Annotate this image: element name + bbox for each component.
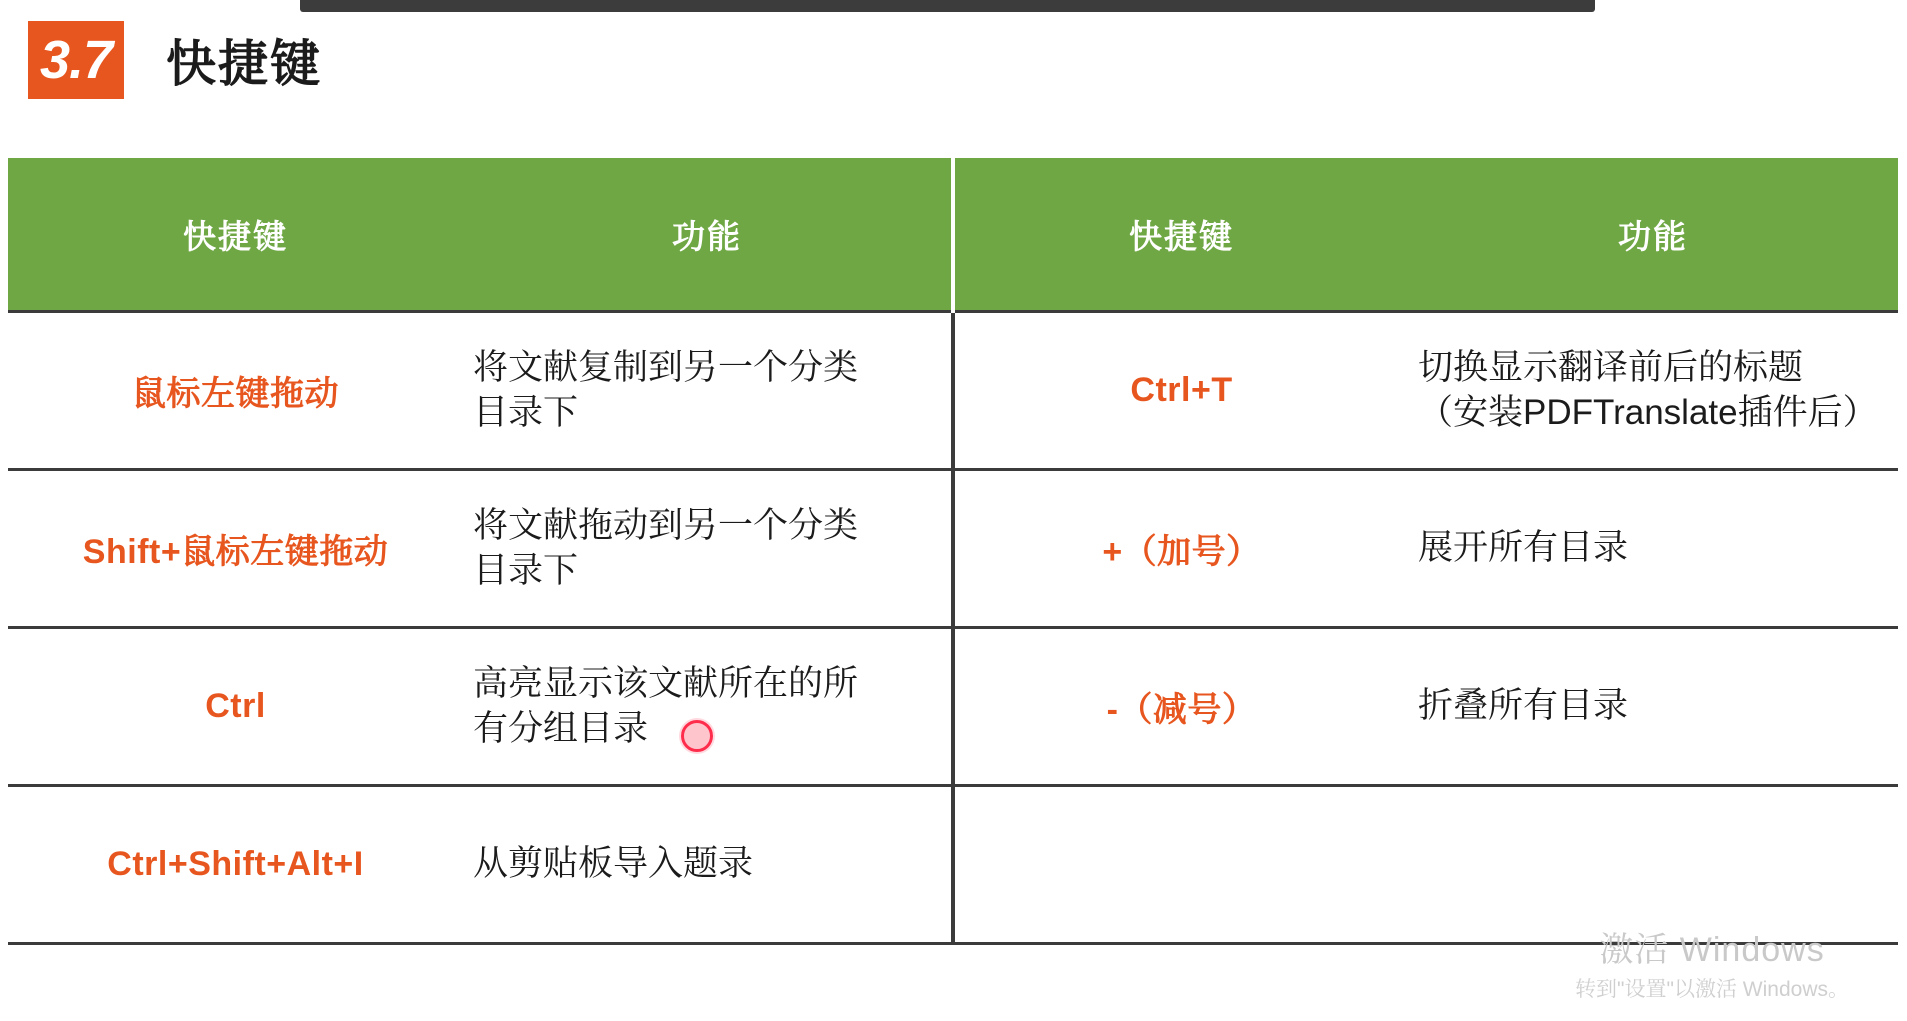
column-header-function-right: 功能 bbox=[1408, 158, 1898, 312]
column-header-function-left: 功能 bbox=[463, 158, 953, 312]
shortcuts-table bbox=[8, 158, 1898, 945]
shortcut-function bbox=[1408, 628, 1898, 786]
function-line: 折叠所有目录 bbox=[1418, 686, 1629, 726]
watermark-title: 激活 Windows bbox=[1599, 930, 1825, 969]
shortcut-function-empty bbox=[1408, 786, 1898, 944]
shortcut-key: 鼠标左键拖动 bbox=[8, 312, 463, 470]
table-row bbox=[8, 628, 1898, 786]
shortcut-key-empty bbox=[953, 786, 1408, 944]
shortcut-key: Ctrl+T bbox=[953, 312, 1408, 470]
shortcut-function bbox=[463, 628, 953, 786]
table-header-row bbox=[8, 158, 1898, 312]
shortcut-function bbox=[463, 470, 953, 628]
shortcuts-table-container bbox=[8, 158, 1898, 945]
shortcut-key: -（减号） bbox=[953, 628, 1408, 786]
watermark-subtitle: 转到"设置"以激活 Windows。 bbox=[1575, 978, 1849, 1001]
shortcut-function bbox=[1408, 312, 1898, 470]
shortcut-key: Ctrl+Shift+Alt+I bbox=[8, 786, 463, 944]
function-line: （安装PDFTranslate插件后） bbox=[1418, 392, 1878, 432]
function-line: 有分组目录 bbox=[473, 708, 649, 748]
table-row bbox=[8, 312, 1898, 470]
function-line: 从剪贴板导入题录 bbox=[473, 844, 754, 884]
slide-header bbox=[0, 14, 1907, 106]
table-header bbox=[8, 158, 1898, 312]
function-line: 目录下 bbox=[473, 550, 579, 590]
windows-activation-watermark bbox=[1575, 932, 1849, 1003]
shortcut-function bbox=[463, 786, 953, 944]
function-line: 切换显示翻译前后的标题 bbox=[1418, 348, 1804, 388]
section-number-badge: 3.7 bbox=[28, 21, 124, 99]
shortcut-key: Shift+鼠标左键拖动 bbox=[8, 470, 463, 628]
function-line: 将文献拖动到另一个分类 bbox=[473, 506, 859, 546]
function-line: 将文献复制到另一个分类 bbox=[473, 348, 859, 388]
function-line: 展开所有目录 bbox=[1418, 528, 1629, 568]
table-body bbox=[8, 312, 1898, 944]
cursor-highlight-dot bbox=[681, 720, 713, 752]
function-line: 高亮显示该文献所在的所 bbox=[473, 664, 859, 704]
shortcut-key: +（加号） bbox=[953, 470, 1408, 628]
column-header-shortcut-right: 快捷键 bbox=[953, 158, 1408, 312]
table-row bbox=[8, 786, 1898, 944]
page-title: 快捷键 bbox=[166, 36, 322, 92]
window-top-strip bbox=[300, 0, 1595, 12]
shortcut-key: Ctrl bbox=[8, 628, 463, 786]
shortcut-function bbox=[463, 312, 953, 470]
shortcut-function bbox=[1408, 470, 1898, 628]
function-line: 目录下 bbox=[473, 392, 579, 432]
column-header-shortcut-left: 快捷键 bbox=[8, 158, 463, 312]
table-row bbox=[8, 470, 1898, 628]
